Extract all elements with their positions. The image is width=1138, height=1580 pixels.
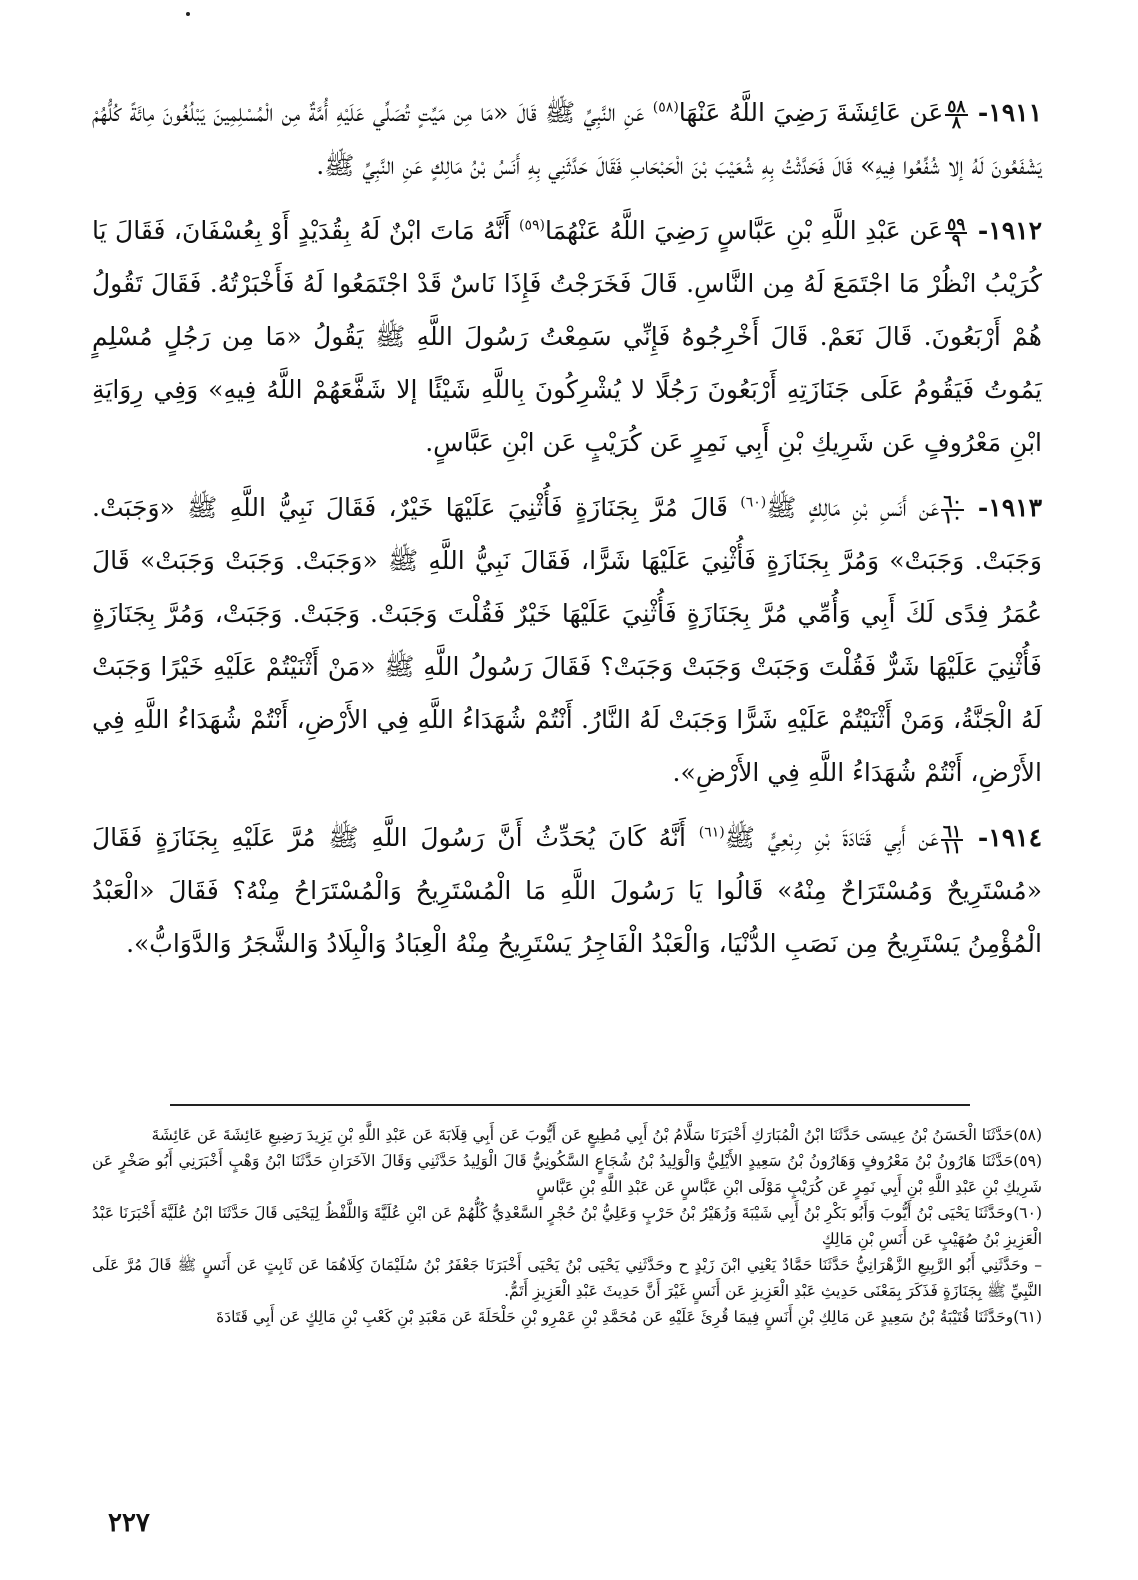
hadith-text-continued: أَنَّهُ مَاتَ ابْنٌ لَهُ بِقُدَيْدٍ أَوْ بِعُسْفَانَ، فَقَالَ يَا كُرَيْبُ انْظُرْ مَا اجْتَمَعَ لَهُ مِن النَّاسِ. قَالَ فَخَرَجْتُ فَإِذَا نَاسٌ قَدْ اجْتَمَعُوا لَهُ فَأَخْبَرْتُهُ. فَقَالَ تَقُولُ هُمْ أَرْبَعُونَ. قَالَ نَعَمْ. قَالَ أَخْرِجُوهُ فَإِنِّي سَمِعْتُ رَسُولَ اللَّهِ ﷺ يَقُولُ «مَا مِن رَجُلٍ مُسْلِمٍ يَمُوتُ فَيَقُومُ عَلَى جَنَازَتِهِ أَرْبَعُونَ رَجُلًا لا يُشْرِكُونَ بِاللَّهِ شَيْئًا إلا شَفَّعَهُمْ اللَّهُ فِيهِ» وَفِي رِوَايَةِ ابْنِ مَعْرُوفٍ عَن شَرِيكِ بْنِ أَبِي نَمِرٍ عَن كُرَيْبٍ عَن ابْنِ عَبَّاسٍ. [92,216,1042,457]
chapter-fraction [941,821,963,858]
fraction-top: ٦١ [942,821,962,842]
footnote-61: (٦١)وحَدَّثَنَا قُتَيْبَةُ بْنُ سَعِيدٍ عَن مَالِكِ بْنِ أَنَسٍ فِيمَا قُرِئَ عَلَيْهِ عَن مُحَمَّدِ بْنِ عَمْرِو بْنِ حَلْحَلَةَ عَن مَعْبَدِ بْنِ كَعْبِ بْنِ مَالِكٍ عَن أَبِي قَتَادَةَ [216,1308,1042,1326]
hadith-text-continued: أَنَّهُ كَانَ يُحَدِّثُ أَنَّ رَسُولَ اللَّهِ ﷺ مُرَّ عَلَيْهِ بِجَنَازَةٍ فَقَالَ «مُسْتَرِيحٌ وَمُسْتَرَاحٌ مِنْهُ» قَالُوا يَا رَسُولَ اللَّهِ مَا الْمُسْتَرِيحُ وَالْمُسْتَرَاحُ مِنْهُ؟ فَقَالَ «الْعَبْدُ الْمُؤْمِنُ يَسْتَرِيحُ مِن نَصَبِ الدُّنْيَا، وَالْعَبْدُ الْفَاجِرُ يَسْتَرِيحُ مِنْهُ الْعِبَادُ وَالْبِلَادُ وَالشَّجَرُ وَالدَّوَابُّ». [92,823,1042,958]
fraction-top: ٦٠ [943,491,962,512]
page-number: ٢٢٧ [108,1508,150,1538]
hadith-text: عَن أَبِي قَتَادَةَ بْنِ رِبْعِيٍّ ﷺ [724,823,939,852]
hadith-text: عَن عَبْدِ اللَّهِ بْنِ عَبَّاسٍ رَضِيَ اللَّهُ عَنْهُمَا [544,216,944,245]
chapter-fraction [945,214,967,251]
hadith-1913 [92,481,1042,799]
fraction-bottom: ٨ [951,112,961,133]
hadith-text-continued: عَنِ النَّبِيِّ ﷺ قَالَ «مَا مِن مَيِّتٍ تُصَلِّي عَلَيْهِ أُمَّةٌ مِن الْمُسْلِمِينَ يَبْلُغُونَ مِائَةً كُلُّهُمْ يَشْفَعُونَ لَهُ إلا شُفِّعُوا فِيهِ» قَالَ فَحَدَّثْتُ بِهِ شُعَيْبَ بْنَ الْحَبْحَابِ فَقَالَ حَدَّثَنِي بِهِ أَنَسُ بْنُ مَالِكٍ عَنِ النَّبِيِّ ﷺ. [92,98,1042,180]
footnote-58: (٥٨)حَدَّثَنَا الْحَسَنُ بْنُ عِيسَى حَدَّثَنَا ابْنُ الْمُبَارَكِ أَخْبَرَنَا سَلَّامُ بْنُ أَبِي مُطِيعٍ عَن أَيُّوبَ عَن أَبِي قِلَابَةَ عَن عَبْدِ اللَّهِ بْنِ يَزِيدَ رَضِيعِ عَائِشَةَ عَن عَائِشَةَ [151,1126,1042,1144]
footnotes [92,1122,1042,1330]
scan-speck [186,12,190,16]
chapter-fraction [945,96,967,133]
hadith-number: ١٩١٤- [977,823,1042,852]
hadith-1912 [92,204,1042,469]
footnote-ref: (٥٨) [652,99,679,116]
hadith-number: ١٩١٣- [977,493,1042,522]
fraction-bottom: ١٠ [943,507,962,528]
hadith-1911 [92,86,1042,192]
footnote-59: (٥٩)حَدَّثَنَا هَارُونُ بْنُ مَعْرُوفٍ وَهَارُونُ بْنُ سَعِيدٍ الأَيْلِيُّ وَالْوَلِيدُ بْنُ شُجَاعٍ السَّكُونِيُّ قَالَ الْوَلِيدُ حَدَّثَنِي وَقَالَ الآخَرَانِ حَدَّثَنَا ابْنُ وَهْبٍ أَخْبَرَنِي أَبُو صَخْرٍ عَن شَرِيكِ بْنِ عَبْدِ اللَّهِ بْنِ أَبِي نَمِرٍ عَن كُرَيْبٍ مَوْلَى ابْنِ عَبَّاسٍ عَن عَبْدِ اللَّهِ بْنِ عَبَّاسٍ [92,1152,1042,1196]
fraction-bottom: ٩ [951,230,961,251]
footnote-ref: (٦٠) [740,494,767,511]
footnote-ref: (٦١) [698,824,725,841]
footnote-60-continued: – وحَدَّثَنِي أَبُو الرَّبِيعِ الزَّهْرَانِيُّ حَدَّثَنَا حَمَّادٌ يَعْنِي ابْنَ زَيْدٍ ح وحَدَّثَنِي يَحْيَى بْنُ يَحْيَى أَخْبَرَنَا جَعْفَرُ بْنُ سُلَيْمَانَ كِلَاهُمَا عَن ثَابِتٍ عَن أَنَسٍ ﷺ قَالَ مُرَّ عَلَى النَّبِيِّ ﷺ بِجَنَازَةٍ فَذَكَرَ بِمَعْنَى حَدِيثِ عَبْدِ الْعَزِيزِ عَن أَنَسٍ غَيْرَ أَنَّ حَدِيثَ عَبْدِ الْعَزِيزِ أَتَمُّ. [92,1256,1042,1300]
fraction-top: ٥٩ [947,214,966,235]
hadith-text-continued: قَالَ مُرَّ بِجَنَازَةٍ فَأُثْنِيَ عَلَيْهَا خَيْرٌ، فَقَالَ نَبِيُّ اللَّهِ ﷺ «وَجَبَتْ. وَجَبَتْ. وَجَبَتْ» وَمُرَّ بِجَنَازَةٍ فَأُثْنِيَ عَلَيْهَا شَرًّا، فَقَالَ نَبِيُّ اللَّهِ ﷺ «وَجَبَتْ. وَجَبَتْ وَجَبَتْ» قَالَ عُمَرُ فِدًى لَكَ أَبِي وَأُمِّي مُرَّ بِجَنَازَةٍ فَأُثْنِيَ عَلَيْهَا خَيْرٌ فَقُلْتَ وَجَبَتْ. وَجَبَتْ. وَجَبَتْ، وَمُرَّ بِجَنَازَةٍ فَأُثْنِيَ عَلَيْهَا شَرٌّ فَقُلْتَ وَجَبَتْ وَجَبَتْ وَجَبَتْ؟ فَقَالَ رَسُولُ اللَّهِ ﷺ «مَنْ أَثْنَيْتُمْ عَلَيْهِ خَيْرًا وَجَبَتْ لَهُ الْجَنَّةُ، وَمَنْ أَثْنَيْتُمْ عَلَيْهِ شَرًّا وَجَبَتْ لَهُ النَّارُ. أَنْتُمْ شُهَدَاءُ اللَّهِ فِي الأَرْضِ، أَنْتُمْ شُهَدَاءُ اللَّهِ فِي الأَرْضِ، أَنْتُمْ شُهَدَاءُ اللَّهِ فِي الأَرْضِ». [92,493,1042,787]
fraction-top: ٥٨ [947,96,966,117]
hadith-text: عَن عَائِشَةَ رَضِيَ اللَّهُ عَنْهَا [678,98,944,127]
footnote-ref: (٥٩) [518,217,545,234]
hadith-1914 [92,811,1042,970]
hadith-number: ١٩١٢- [977,216,1043,245]
fraction-bottom: ١١ [942,837,962,858]
hadith-text: عَن أَنَسِ بْنِ مَالِكٍ ﷺ [766,493,940,522]
footnote-divider [170,1104,970,1106]
footnote-60: (٦٠)وحَدَّثَنَا يَحْيَى بْنُ أَيُّوبَ وَأَبُو بَكْرِ بْنُ أَبِي شَيْبَةَ وَزُهَيْرُ بْنُ حَرْبٍ وَعَلِيُّ بْنُ حُجْرٍ السَّعْدِيُّ كُلُّهُمْ عَن ابْنِ عُلَيَّةَ وَاللَّفْظُ لِيَحْيَى قَالَ حَدَّثَنَا ابْنُ عُلَيَّةَ أَخْبَرَنَا عَبْدُ الْعَزِيزِ بْنُ صُهَيْبٍ عَن أَنَسِ بْنِ مَالِكٍ [92,1204,1042,1248]
chapter-fraction [941,491,963,528]
hadith-body [92,86,1042,982]
hadith-number: ١٩١١- [977,98,1042,127]
